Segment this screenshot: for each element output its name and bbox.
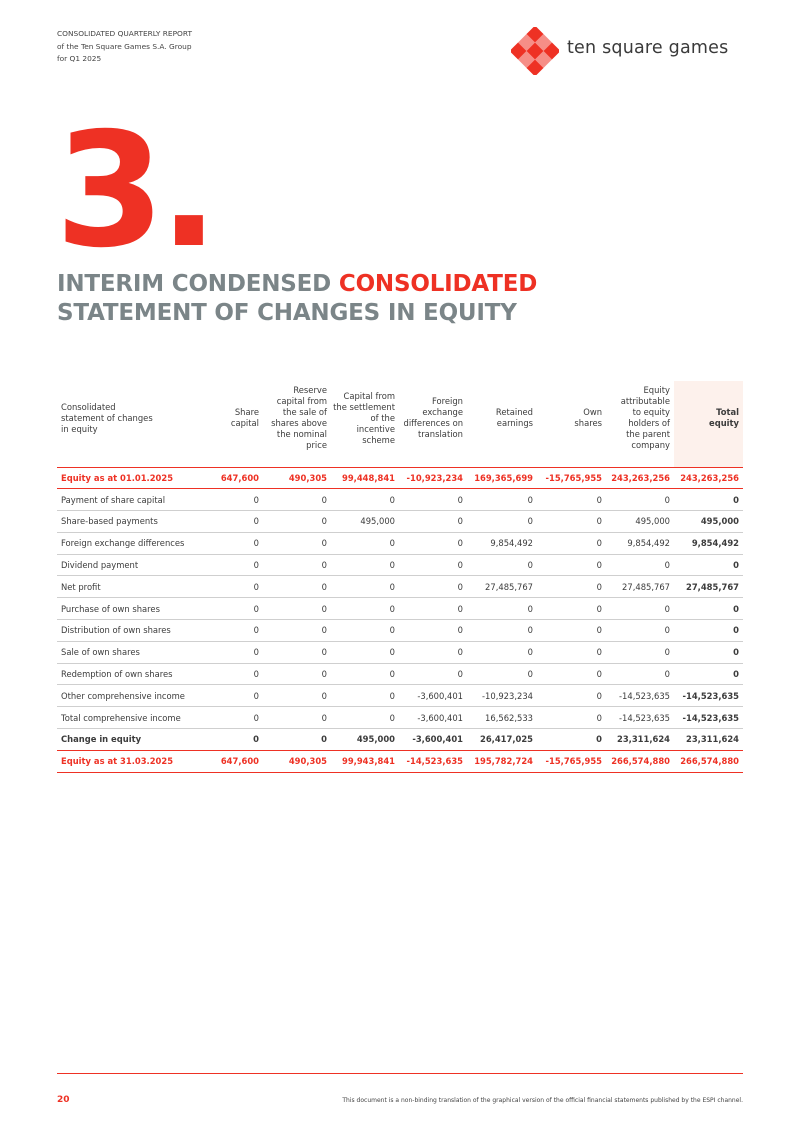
total-equity-cell: 266,574,880 <box>674 750 743 772</box>
value-cell: 0 <box>606 554 674 576</box>
value-cell: 0 <box>331 576 399 598</box>
value-cell: 0 <box>263 707 331 729</box>
value-cell: 0 <box>399 511 467 533</box>
value-cell: 0 <box>606 620 674 642</box>
value-cell: 0 <box>467 489 537 511</box>
total-equity-cell: 0 <box>674 489 743 511</box>
value-cell: 647,600 <box>197 467 263 489</box>
value-cell: -15,765,955 <box>537 467 606 489</box>
value-cell: 0 <box>399 576 467 598</box>
value-cell: 27,485,767 <box>606 576 674 598</box>
page-number: 20 <box>57 1095 70 1105</box>
value-cell: 266,574,880 <box>606 750 674 772</box>
column-header: Consolidated statement of changes in equity <box>61 401 153 434</box>
row-label: Equity as at 31.03.2025 <box>57 750 197 772</box>
value-cell: 0 <box>263 511 331 533</box>
value-cell: 0 <box>197 576 263 598</box>
table-row <box>57 467 743 489</box>
value-cell: 0 <box>263 641 331 663</box>
value-cell: -3,600,401 <box>399 685 467 707</box>
value-cell: 495,000 <box>331 729 399 751</box>
row-label: Total comprehensive income <box>57 707 197 729</box>
value-cell: 195,782,724 <box>467 750 537 772</box>
value-cell: 0 <box>399 554 467 576</box>
total-equity-cell: 23,311,624 <box>674 729 743 751</box>
column-header: Foreign exchange differences on translation <box>403 396 463 439</box>
value-cell: 0 <box>537 576 606 598</box>
value-cell: 0 <box>537 641 606 663</box>
title-part1: INTERIM CONDENSED <box>57 271 339 297</box>
footer-note: This document is a non-binding translation of the graphical version of the official financial statements published by the ESPI channel. <box>342 1097 743 1104</box>
table-header-row <box>57 381 743 461</box>
value-cell: 0 <box>197 663 263 685</box>
value-cell: 27,485,767 <box>467 576 537 598</box>
value-cell: 0 <box>467 663 537 685</box>
value-cell: 0 <box>399 663 467 685</box>
column-header: Own shares <box>574 407 602 428</box>
title-accent: CONSOLIDATED <box>338 271 538 297</box>
equity-changes-table <box>57 381 743 773</box>
value-cell: 0 <box>263 729 331 751</box>
table-row <box>57 729 743 751</box>
value-cell: 0 <box>537 729 606 751</box>
value-cell: 0 <box>197 707 263 729</box>
value-cell: 99,448,841 <box>331 467 399 489</box>
value-cell: 0 <box>331 641 399 663</box>
table-row <box>57 576 743 598</box>
value-cell: 0 <box>331 685 399 707</box>
column-header: Capital from the settlement of the incentive scheme <box>333 390 395 445</box>
table-row <box>57 663 743 685</box>
value-cell: 0 <box>197 554 263 576</box>
column-header: Equity attributable to equity holders of the parent company <box>620 385 670 450</box>
table-body <box>57 467 743 772</box>
value-cell: 495,000 <box>606 511 674 533</box>
value-cell: 0 <box>197 641 263 663</box>
value-cell: 0 <box>331 707 399 729</box>
value-cell: 0 <box>467 641 537 663</box>
value-cell: 0 <box>331 554 399 576</box>
value-cell: 0 <box>197 489 263 511</box>
table-row <box>57 554 743 576</box>
value-cell: -14,523,635 <box>399 750 467 772</box>
value-cell: 0 <box>263 598 331 620</box>
value-cell: 0 <box>537 554 606 576</box>
total-equity-cell: 27,485,767 <box>674 576 743 598</box>
value-cell: 99,943,841 <box>331 750 399 772</box>
title-line2: STATEMENT OF CHANGES IN EQUITY <box>57 300 517 326</box>
report-header <box>57 28 192 66</box>
value-cell: 0 <box>537 620 606 642</box>
value-cell: 490,305 <box>263 750 331 772</box>
value-cell: 0 <box>467 511 537 533</box>
row-label: Payment of share capital <box>57 489 197 511</box>
value-cell: 0 <box>467 554 537 576</box>
value-cell: -3,600,401 <box>399 707 467 729</box>
table-row <box>57 598 743 620</box>
value-cell: 0 <box>537 532 606 554</box>
value-cell: 9,854,492 <box>467 532 537 554</box>
row-label: Share-based payments <box>57 511 197 533</box>
row-label: Purchase of own shares <box>57 598 197 620</box>
section-title <box>57 270 537 328</box>
row-label: Net profit <box>57 576 197 598</box>
column-header: Total equity <box>674 381 743 461</box>
value-cell: 0 <box>537 707 606 729</box>
value-cell: -3,600,401 <box>399 729 467 751</box>
table-row <box>57 685 743 707</box>
total-equity-cell: 0 <box>674 598 743 620</box>
value-cell: 0 <box>197 598 263 620</box>
total-equity-cell: 0 <box>674 620 743 642</box>
total-equity-cell: -14,523,635 <box>674 707 743 729</box>
value-cell: 0 <box>197 685 263 707</box>
value-cell: 0 <box>331 663 399 685</box>
value-cell: -10,923,234 <box>467 685 537 707</box>
value-cell: 0 <box>606 489 674 511</box>
value-cell: 0 <box>537 489 606 511</box>
value-cell: 0 <box>331 598 399 620</box>
total-equity-cell: -14,523,635 <box>674 685 743 707</box>
row-label: Change in equity <box>57 729 197 751</box>
row-label: Foreign exchange differences <box>57 532 197 554</box>
table-row <box>57 620 743 642</box>
value-cell: 0 <box>399 598 467 620</box>
value-cell: 647,600 <box>197 750 263 772</box>
footer-divider <box>57 1073 743 1074</box>
value-cell: 0 <box>197 511 263 533</box>
column-header: Retained earnings <box>495 407 533 428</box>
value-cell: 243,263,256 <box>606 467 674 489</box>
value-cell: -14,523,635 <box>606 707 674 729</box>
value-cell: 0 <box>467 620 537 642</box>
value-cell: 0 <box>606 663 674 685</box>
row-label: Other comprehensive income <box>57 685 197 707</box>
total-equity-cell: 9,854,492 <box>674 532 743 554</box>
value-cell: 0 <box>263 663 331 685</box>
value-cell: 0 <box>331 532 399 554</box>
value-cell: 16,562,533 <box>467 707 537 729</box>
value-cell: 0 <box>331 489 399 511</box>
value-cell: 0 <box>399 620 467 642</box>
table-row <box>57 511 743 533</box>
report-header-line3: for Q1 2025 <box>57 54 102 63</box>
row-label: Equity as at 01.01.2025 <box>57 467 197 489</box>
value-cell: 0 <box>606 598 674 620</box>
total-equity-cell: 0 <box>674 663 743 685</box>
row-label: Redemption of own shares <box>57 663 197 685</box>
value-cell: 0 <box>263 620 331 642</box>
value-cell: -15,765,955 <box>537 750 606 772</box>
table-row <box>57 532 743 554</box>
value-cell: 0 <box>197 532 263 554</box>
value-cell: 169,365,699 <box>467 467 537 489</box>
report-header-line1: CONSOLIDATED QUARTERLY REPORT <box>57 29 192 38</box>
value-cell: 0 <box>537 685 606 707</box>
company-logo <box>511 27 743 75</box>
value-cell: 0 <box>263 532 331 554</box>
value-cell: 0 <box>197 729 263 751</box>
column-header: Reserve capital from the sale of shares above the nominal price <box>271 385 327 450</box>
value-cell: 0 <box>197 620 263 642</box>
table-row <box>57 489 743 511</box>
value-cell: 0 <box>263 685 331 707</box>
logo-wordmark: ten square games <box>567 38 729 58</box>
diamond-logo-icon <box>511 27 559 75</box>
value-cell: 0 <box>537 511 606 533</box>
row-label: Distribution of own shares <box>57 620 197 642</box>
value-cell: 0 <box>399 532 467 554</box>
value-cell: 490,305 <box>263 467 331 489</box>
section-number: 3. <box>55 99 213 283</box>
total-equity-cell: 0 <box>674 554 743 576</box>
table-row <box>57 641 743 663</box>
value-cell: 0 <box>399 641 467 663</box>
total-equity-cell: 0 <box>674 641 743 663</box>
value-cell: 0 <box>606 641 674 663</box>
row-label: Dividend payment <box>57 554 197 576</box>
value-cell: 0 <box>263 489 331 511</box>
value-cell: -14,523,635 <box>606 685 674 707</box>
value-cell: 0 <box>263 576 331 598</box>
value-cell: 26,417,025 <box>467 729 537 751</box>
total-equity-cell: 495,000 <box>674 511 743 533</box>
value-cell: 0 <box>331 620 399 642</box>
value-cell: 0 <box>537 663 606 685</box>
column-header: Share capital <box>230 407 259 428</box>
row-label: Sale of own shares <box>57 641 197 663</box>
value-cell: 495,000 <box>331 511 399 533</box>
table-row <box>57 707 743 729</box>
value-cell: -10,923,234 <box>399 467 467 489</box>
value-cell: 0 <box>467 598 537 620</box>
total-equity-cell: 243,263,256 <box>674 467 743 489</box>
report-header-line2: of the Ten Square Games S.A. Group <box>57 41 192 51</box>
value-cell: 0 <box>263 554 331 576</box>
value-cell: 0 <box>399 489 467 511</box>
value-cell: 23,311,624 <box>606 729 674 751</box>
table-row <box>57 750 743 772</box>
value-cell: 0 <box>537 598 606 620</box>
value-cell: 9,854,492 <box>606 532 674 554</box>
